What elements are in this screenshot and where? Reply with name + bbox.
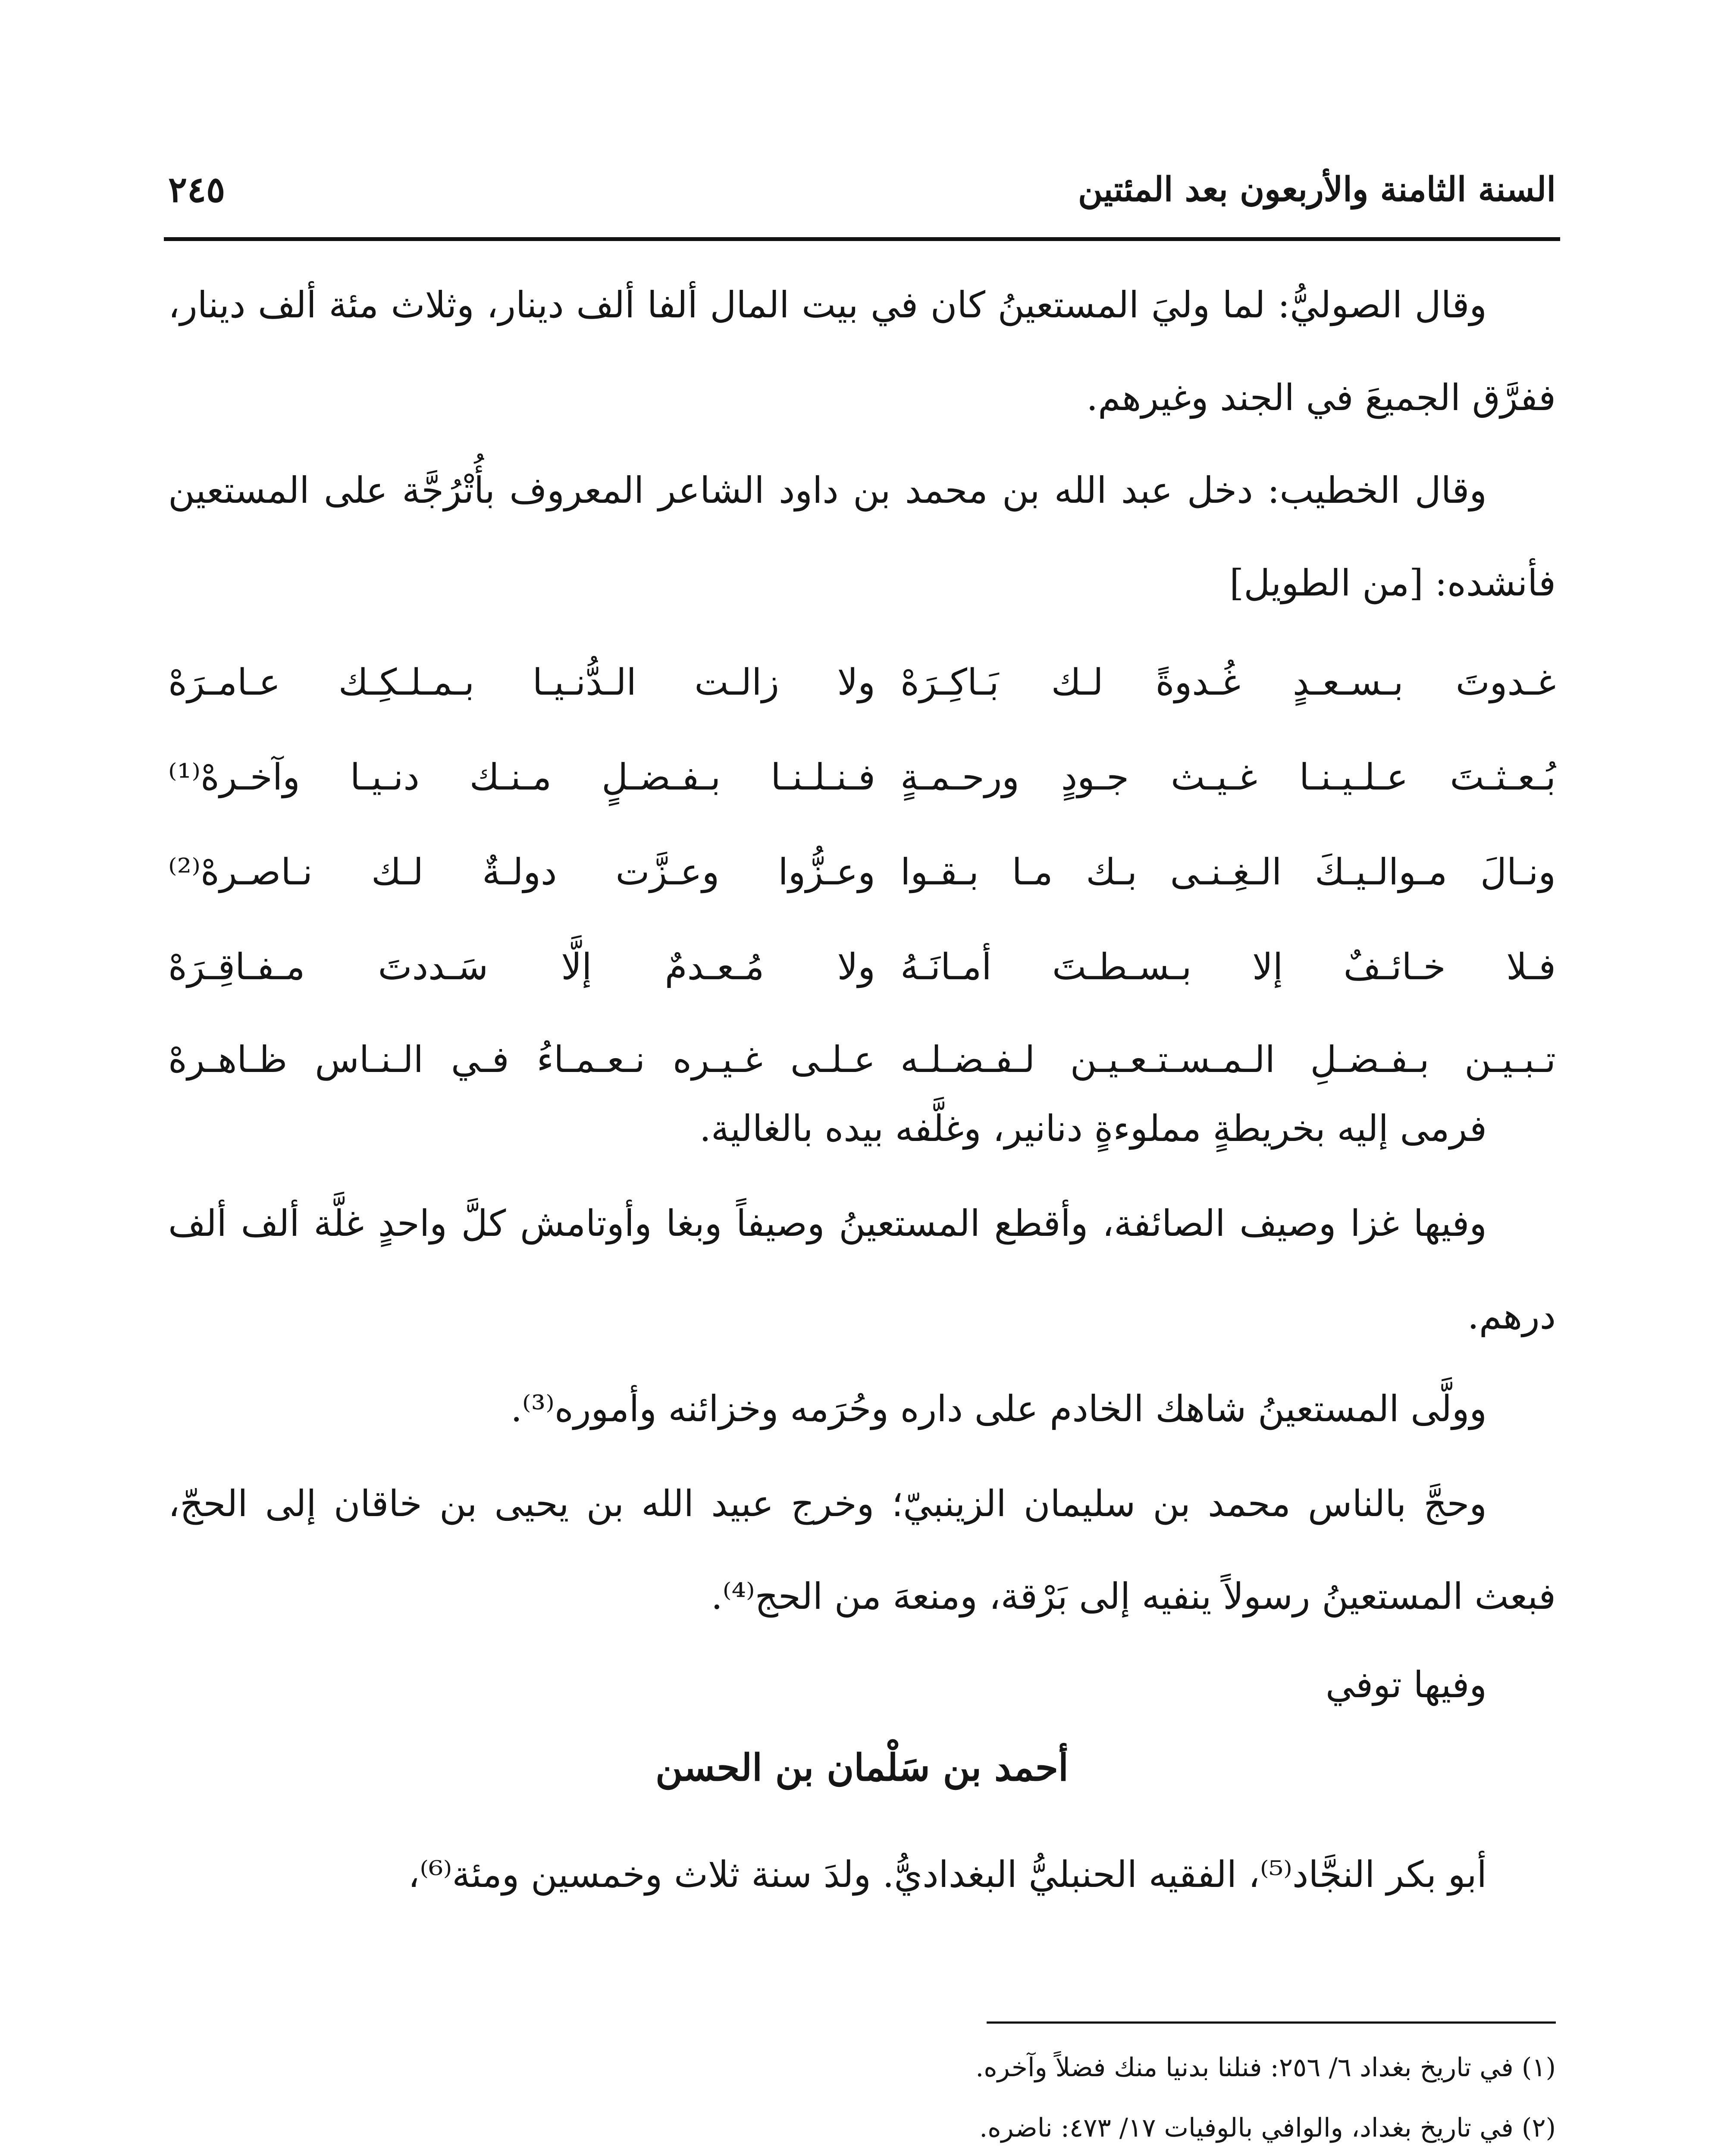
page-header (168, 164, 1556, 216)
footnote: (٢) في تاريخ بغداد، والوافي بالوفيات ١٧/ ٤٧٣: ناضره. (979, 2113, 1556, 2143)
paragraph-hajj: وحجَّ بالناس محمد بن سليمان الزينبيّ؛ وخرج عبيد الله بن يحيى بن خاقان إلى الحجّ، فبعث المستعينُ رسولاً ينفيه إلى بَرْقة، ومنعهَ من الحج⁽⁴⁾. (168, 1482, 1556, 1617)
verse-second-hemistich: ولا زالـت الـدُّنـيـا بـمـلـكِـك عـامـرَهْ (168, 661, 875, 703)
verse-second-hemistich: وعـزُّوا وعـزَّت دولـةٌ لـك نـاصـرهْ⁽²⁾ (168, 851, 875, 893)
verse-first-hemistich: بُـعـثـتَ عـلـيـنـا غـيـث جـودٍ ورحـمـةٍ (900, 756, 1556, 798)
paragraph-kharita: فرمى إليه بخريطةٍ مملوءةٍ دنانير، وغلَّفه بيده بالغالية. (699, 1107, 1487, 1150)
verse-line (168, 921, 1556, 1013)
paragraph-najjad: أبو بكر النجَّاد⁽⁵⁾، الفقيه الحنبليُّ البغداديُّ. ولدَ سنة ثلاث وخمسين ومئة⁽⁶⁾، (408, 1853, 1487, 1896)
verse-second-hemistich: عـلـى غـيـره نـعـمـاءُ فـي الـنـاس ظـاهـرهْ (168, 1038, 875, 1081)
verse-line (168, 731, 1556, 824)
paragraph-suli: وقال الصوليُّ: لما وليَ المستعينُ كان في بيت المال ألفا ألف دينار، وثلاث مئة ألف دينار، ففرَّق الجميعَ في الجند وغيرهم. (168, 284, 1556, 419)
footnote-rule (987, 2021, 1556, 2024)
page-number: ٢٤٥ (168, 169, 226, 210)
verse-first-hemistich: فـلا خـائـفٌ إلا بـسـطـتَ أمـانَـهُ (900, 946, 1556, 988)
verse-first-hemistich: تـبـيـن بـفـضـلِ الـمـسـتـعـيـن لـفـضـلـه (900, 1038, 1556, 1081)
header-rule (164, 237, 1560, 241)
verse-line (168, 826, 1556, 918)
verse-second-hemistich: فـنـلـنـا بـفـضـلٍ مـنـك دنـيـا وآخـرهْ⁽¹⁾ (168, 756, 875, 798)
paragraph-shahak: وولَّى المستعينُ شاهك الخادم على داره وحُرَمه وخزائنه وأموره⁽³⁾. (511, 1388, 1487, 1430)
verse-line (168, 636, 1556, 729)
paragraph-wasif: وفيها غزا وصيف الصائفة، وأقطع المستعينُ وصيفاً وبغا وأوتامش كلَّ واحدٍ غلَّة ألف ألف درهم. (168, 1202, 1556, 1337)
paragraph-khatib: وقال الخطيب: دخل عبد الله بن محمد بن داود الشاعر المعروف بأُتْرُجَّة على المستعين فأنشده: [من الطويل] (168, 469, 1556, 604)
footnote: (١) في تاريخ بغداد ٦/ ٢٥٦: فنلنا بدنيا منك فضلاً وآخره. (975, 2053, 1556, 2083)
biography-heading: أحمد بن سَلْمان بن الحسن (655, 1746, 1069, 1789)
running-title: السنة الثامنة والأربعون بعد المئتين (1078, 170, 1556, 209)
verse-first-hemistich: ونـالَ مـوالـيـكَ الـغِـنـى بـك مـا بـقـوا (900, 851, 1556, 893)
verse-second-hemistich: ولا مُـعـدمٌ إلَّا سَـددتَ مـفـاقِـرَهْ (168, 946, 875, 988)
verse-first-hemistich: غـدوتَ بـسـعـدٍ غُـدوةً لـك بَـاكِـرَهْ (900, 661, 1556, 703)
paragraph-died: وفيها توفي (1325, 1664, 1487, 1706)
